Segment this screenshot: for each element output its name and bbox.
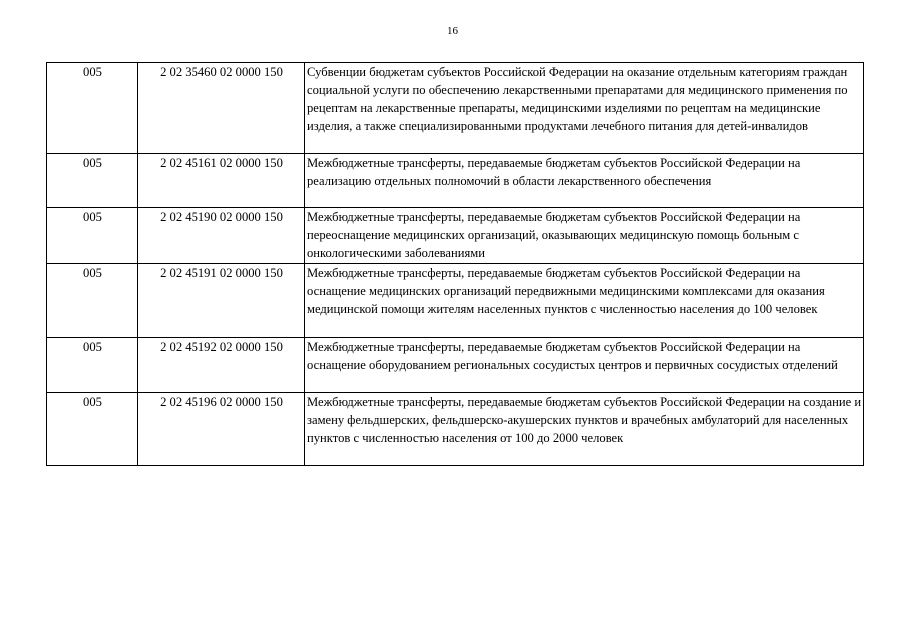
admin-code-cell: 005 bbox=[47, 393, 138, 466]
page-number: 16 bbox=[447, 25, 458, 37]
budget-classification-code-cell: 2 02 45190 02 0000 150 bbox=[138, 208, 305, 264]
budget-classification-code-cell: 2 02 35460 02 0000 150 bbox=[138, 63, 305, 154]
revenue-name-cell: Субвенции бюджетам субъектов Российской Федерации на оказание отдельным категориям граждан социальной услуги по обеспечению лекарственными препаратами для медицинского применения по рецептам на лекарственные препараты, медицинскими изделиями по рецептам на медицинские изделия, а также специализированными продуктами лечебного питания для детей-инвалидов bbox=[305, 63, 864, 154]
revenue-name-cell: Межбюджетные трансферты, передаваемые бюджетам субъектов Российской Федерации на реализацию отдельных полномочий в области лекарственного обеспечения bbox=[305, 154, 864, 208]
revenue-name-cell: Межбюджетные трансферты, передаваемые бюджетам субъектов Российской Федерации на создание и замену фельдшерских, фельдшерско-акушерских пунктов и врачебных амбулаторий для населенных пунктов с численностью населения от 100 до 2000 человек bbox=[305, 393, 864, 466]
revenue-name-cell: Межбюджетные трансферты, передаваемые бюджетам субъектов Российской Федерации на переоснащение медицинских организаций, оказывающих медицинскую помощь больным с онкологическими заболеваниями bbox=[305, 208, 864, 264]
admin-code-cell: 005 bbox=[47, 264, 138, 338]
revenue-name-cell: Межбюджетные трансферты, передаваемые бюджетам субъектов Российской Федерации на оснащение оборудованием региональных сосудистых центров и первичных сосудистых отделений bbox=[305, 338, 864, 393]
table-row bbox=[47, 208, 864, 264]
budget-classification-code-cell: 2 02 45191 02 0000 150 bbox=[138, 264, 305, 338]
budget-codes-table bbox=[46, 62, 864, 466]
table-row bbox=[47, 393, 864, 466]
admin-code-cell: 005 bbox=[47, 63, 138, 154]
revenue-name-cell: Межбюджетные трансферты, передаваемые бюджетам субъектов Российской Федерации на оснащение медицинских организаций передвижными медицинскими комплексами для оказания медицинской помощи жителям населенных пунктов с численностью населения до 100 человек bbox=[305, 264, 864, 338]
table-row bbox=[47, 338, 864, 393]
budget-classification-code-cell: 2 02 45192 02 0000 150 bbox=[138, 338, 305, 393]
admin-code-cell: 005 bbox=[47, 154, 138, 208]
admin-code-cell: 005 bbox=[47, 338, 138, 393]
budget-classification-code-cell: 2 02 45196 02 0000 150 bbox=[138, 393, 305, 466]
table-row bbox=[47, 63, 864, 154]
table-row bbox=[47, 264, 864, 338]
budget-classification-code-cell: 2 02 45161 02 0000 150 bbox=[138, 154, 305, 208]
table-row bbox=[47, 154, 864, 208]
admin-code-cell: 005 bbox=[47, 208, 138, 264]
